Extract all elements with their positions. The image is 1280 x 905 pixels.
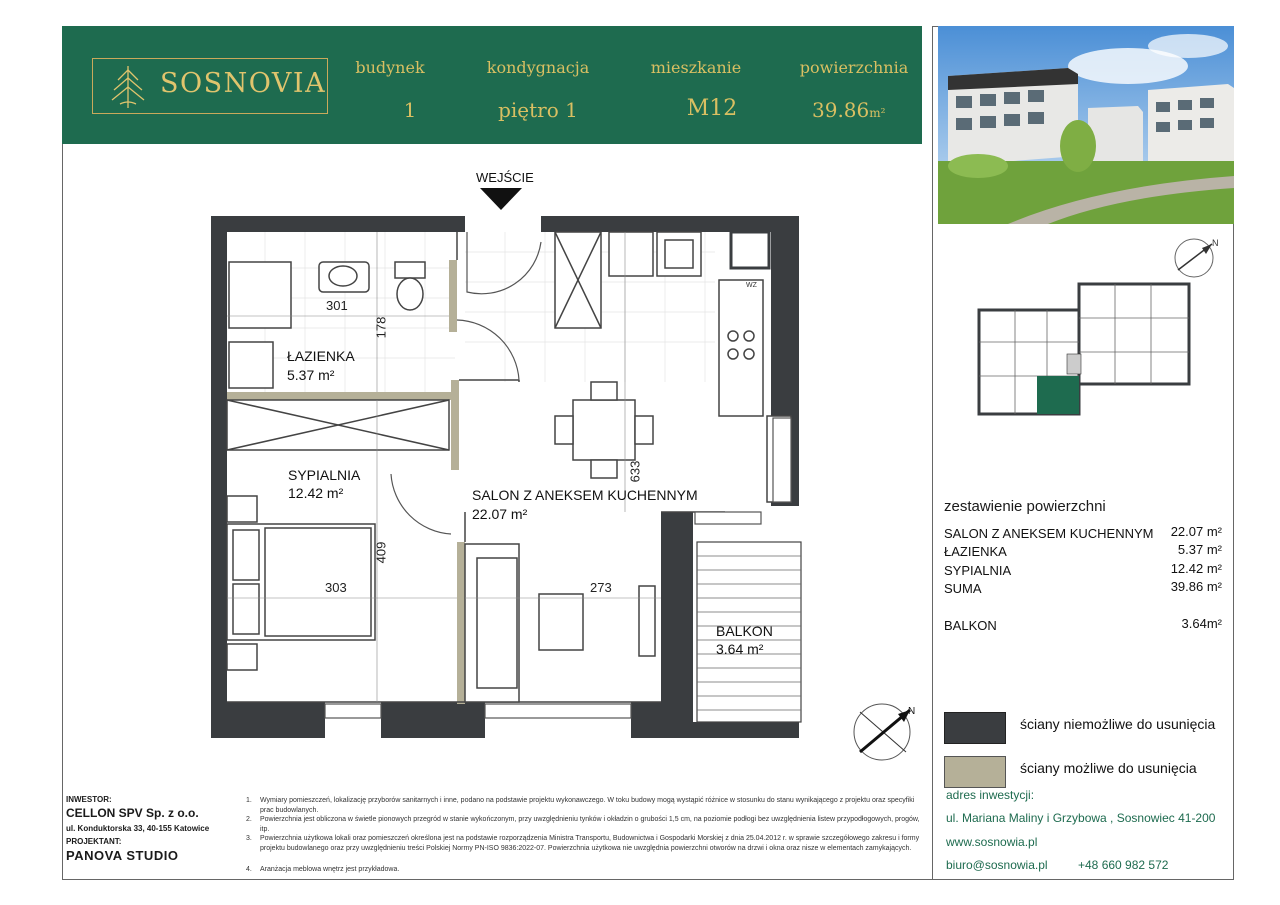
summary-title: zestawienie powierzchni — [944, 498, 1106, 515]
room-area-bedroom: 12.42 m² — [288, 485, 344, 501]
room-label-bathroom: ŁAZIENKA — [287, 348, 355, 364]
entrance-arrow-icon — [480, 188, 522, 210]
svg-text:N: N — [1212, 238, 1219, 248]
note-number-4: 4. — [246, 866, 252, 873]
dimension-273: 273 — [590, 580, 612, 595]
legend-label-removable: ściany możliwe do usunięcia — [1020, 760, 1197, 776]
investment-title: adres inwestycji: — [946, 788, 1035, 802]
header-banner — [62, 26, 922, 144]
summary-value-0: 22.07 m² — [1170, 524, 1222, 539]
dimension-409: 409 — [373, 541, 389, 564]
key-plan — [975, 280, 1195, 420]
investor-name: CELLON SPV Sp. z o.o. — [66, 806, 199, 820]
dimension-178: 178 — [373, 316, 389, 339]
legend-swatch-removable — [944, 756, 1006, 788]
designer-name: PANOVA STUDIO — [66, 848, 179, 863]
summary-label-2: SYPIALNIA — [944, 563, 1012, 578]
area-label: powierzchnia — [799, 58, 909, 77]
north-arrow-icon — [1172, 234, 1222, 280]
note-number-2: 2. — [246, 816, 252, 823]
summary-value-1: 5.37 m² — [1177, 542, 1222, 557]
area-value-group — [812, 98, 885, 122]
room-area-bathroom: 5.37 m² — [287, 367, 335, 383]
entrance-label: WEJŚCIE — [476, 170, 534, 185]
investor-label: INWESTOR: — [66, 795, 112, 804]
legend-label-fixed: ściany niemożliwe do usunięcia — [1020, 716, 1216, 732]
floor-label: kondygnacja — [486, 58, 590, 77]
note-number-3: 3. — [246, 835, 252, 842]
summary-label-3: SUMA — [944, 581, 982, 596]
investment-phone[interactable]: +48 660 982 572 — [1078, 858, 1169, 872]
pine-tree-logo-icon — [106, 60, 150, 112]
balcony-value: 3.64m² — [1181, 616, 1222, 631]
building-value: 1 — [403, 98, 417, 122]
summary-value-2: 12.42 m² — [1170, 561, 1222, 576]
note-4: Aranżacja meblowa wnętrz jest przykładowa. — [260, 866, 400, 873]
svg-text:N: N — [908, 706, 916, 717]
apartment-label: mieszkanie — [650, 58, 742, 77]
fridge-mark: WZ — [746, 282, 757, 289]
designer-label: PROJEKTANT: — [66, 837, 122, 846]
investment-email[interactable]: biuro@sosnowia.pl — [946, 858, 1048, 872]
dimension-303: 303 — [325, 580, 347, 595]
compass-icon — [848, 700, 920, 762]
summary-value-3: 39.86 m² — [1170, 579, 1222, 594]
building-rendering-image — [938, 26, 1234, 224]
floor-value: piętro 1 — [498, 98, 578, 122]
brand-name: SOSNOVIA — [160, 68, 327, 99]
note-3: Powierzchnia użytkowa lokali oraz pomieszczeń określona jest na podstawie rozporządzenia Ministra Transportu, Budownictwa i Gospodarki Morskiej z dnia 25.04.2012 r. w sprawie szczegółowego zakresu i formy projektu budowlanego oraz przy uwzględnieniu treści Polskiej Normy PN-ISO 9836:2022-07. Powierzchnia użytkowa nie uwzględnia powierzchni otworów na drzwi i okna oraz nisze w elementach zamykających. — [260, 835, 920, 852]
note-1: Wymiary pomieszczeń, lokalizację przyborów sanitarnych i inne, podano na podstawie projektu wykonawczego. W toku budowy mogą wystąpić różnice w stosunku do stanu wynikającego z projektu oraz specyfiki prac budowlanych. — [260, 797, 915, 814]
area-unit: m² — [869, 106, 886, 120]
balcony-label: BALKON — [944, 618, 997, 633]
room-label-bedroom: SYPIALNIA — [288, 467, 361, 483]
note-number-1: 1. — [246, 797, 252, 804]
investment-address: ul. Mariana Maliny i Grzybowa , Sosnowiec 41-200 — [946, 811, 1216, 825]
investor-address: ul. Konduktorska 33, 40-155 Katowice — [66, 824, 210, 833]
dimension-633: 633 — [627, 460, 643, 483]
room-area-living: 22.07 m² — [472, 506, 528, 522]
key-plan-highlight — [1037, 376, 1079, 414]
area-value: 39.86 — [812, 98, 870, 122]
room-area-balcony: 3.64 m² — [716, 641, 764, 657]
summary-label-1: ŁAZIENKA — [944, 544, 1007, 559]
room-label-balcony: BALKON — [716, 623, 773, 639]
investment-website[interactable]: www.sosnowia.pl — [946, 835, 1038, 849]
room-label-living: SALON Z ANEKSEM KUCHENNYM — [472, 487, 698, 503]
apartment-value: M12 — [686, 96, 738, 121]
note-2: Powierzchnia jest obliczona w świetle pionowych przegród w stanie wykończonym, przy uwzględnieniu tynków i okładzin o grubości 1,5 cm, na poziomie podłogi bez uwzględnienia listew przypodłogowych, progów, itp. — [260, 816, 920, 833]
legend-swatch-fixed — [944, 712, 1006, 744]
dimension-301: 301 — [326, 298, 348, 313]
building-label: budynek — [355, 58, 425, 77]
summary-label-0: SALON Z ANEKSEM KUCHENNYM — [944, 526, 1154, 541]
